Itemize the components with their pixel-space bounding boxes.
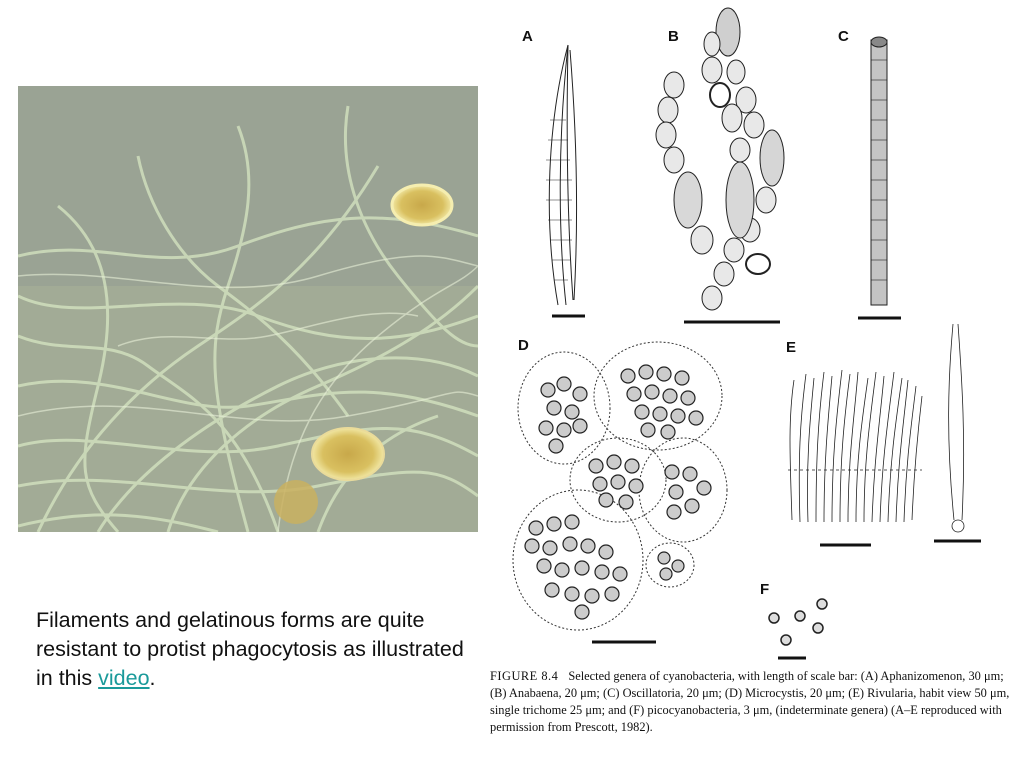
slide-caption xyxy=(36,606,476,693)
panel-label-d: D xyxy=(518,337,529,354)
caption-text: Filaments and gelatinous forms are quite resistant to protist phagocytosis as illustrated in this xyxy=(36,608,464,690)
figure-plate xyxy=(488,0,1024,768)
panel-label-e: E xyxy=(786,339,797,356)
figure-caption xyxy=(490,668,1018,736)
panel-label-a: A xyxy=(522,28,533,45)
picocyanobacteria-drawing xyxy=(769,599,827,645)
aphanizomenon-drawing xyxy=(546,45,577,305)
microcystis-cells xyxy=(525,365,711,619)
panel-label-c: C xyxy=(838,28,849,45)
panel-label-f: F xyxy=(760,581,770,598)
panel-label-b: B xyxy=(668,28,679,45)
figure-caption-text: Selected genera of cyanobacteria, with length of scale bar: (A) Aphanizomenon, 30 μm; (B) Anabaena, 20 μm; (C) Oscillatoria, 20 μm; (D) Microcystis, 20 μm; (E) Rivularia, habit view 50 μm, single trichome 25 μm; and (F) picocyanobacteria, 3 μm, (indeterminate genera) (A–E reproduced with permission from Prescott, 1982). xyxy=(490,669,1010,734)
anabaena-drawing xyxy=(656,8,784,310)
figure-caption-label: FIGURE 8.4 xyxy=(490,669,559,683)
micrograph-image xyxy=(18,86,478,532)
oscillatoria-drawing xyxy=(871,37,887,305)
caption-period: . xyxy=(149,666,156,690)
video-link[interactable]: video xyxy=(98,666,150,690)
rivularia-drawing xyxy=(788,324,964,532)
